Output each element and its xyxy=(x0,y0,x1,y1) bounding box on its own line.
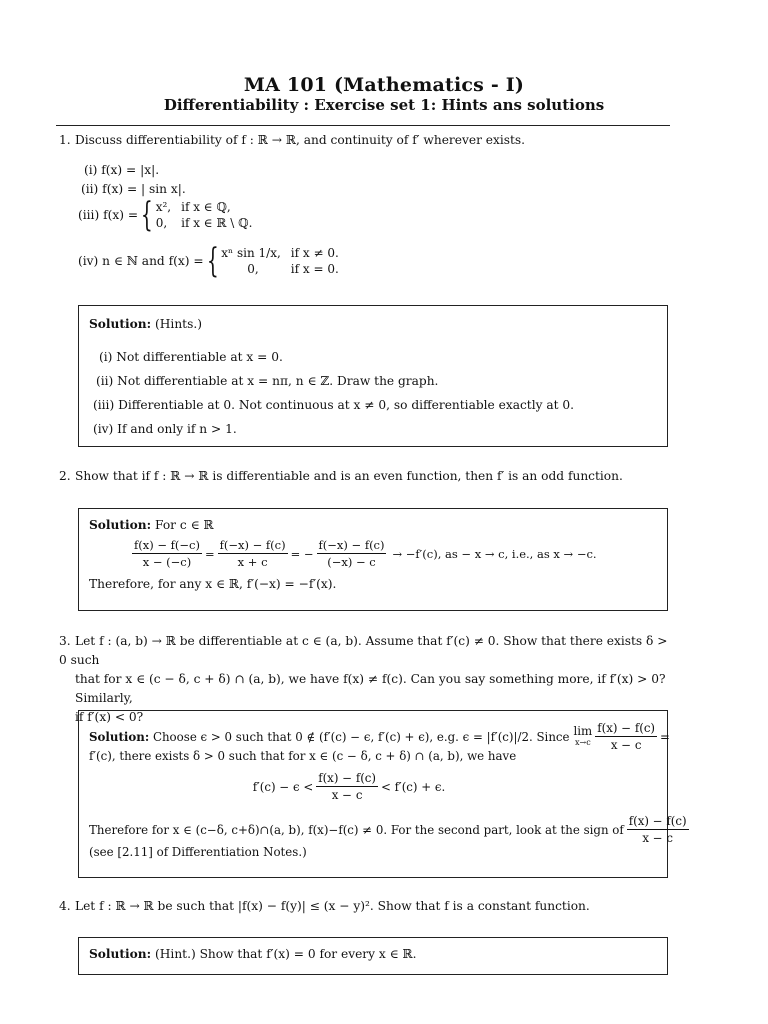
question-text: Discuss differentiability of f : ℝ → ℝ, and continuity of f′ wherever exists. xyxy=(75,133,526,147)
hint-item: (iv) If and only if n > 1. xyxy=(93,422,237,436)
page-subtitle: Differentiability : Exercise set 1: Hints ans solutions xyxy=(163,96,605,114)
question-1 xyxy=(59,131,675,150)
question-text: Let f : ℝ → ℝ be such that |f(x) − f(y)| ≤ (x − y)². Show that f is a constant function. xyxy=(75,899,590,913)
page-title: MA 101 (Mathematics - I) xyxy=(243,74,525,96)
solution-heading: Solution: xyxy=(89,317,152,331)
fraction: $\frac{f(x) - f(c)}{x - c}$ xyxy=(597,721,656,752)
fraction: $\frac{f(-x) - f(c)}{x + c}$ xyxy=(219,538,286,569)
solution-intro: For c ∈ ℝ xyxy=(155,518,214,532)
question-number: 1. xyxy=(59,133,71,147)
question-text-line: that for x ∈ (c − δ, c + δ) ∩ (a, b), we have f(x) ≠ f(c). Can you say something more, if f′(x) > 0? Similarly, xyxy=(75,672,666,705)
fraction: $\frac{f(x) - f(-c)}{x - (-c)}$ xyxy=(134,538,200,569)
solution-conclusion: Therefore, for any x ∈ ℝ, f′(−x) = −f′(x). xyxy=(89,577,337,591)
case-condition: if x ≠ 0. xyxy=(290,246,339,260)
question-2 xyxy=(59,467,675,486)
hint-list xyxy=(89,345,667,441)
question-text-line: if f′(x) < 0? xyxy=(75,710,144,724)
header-divider xyxy=(56,125,670,126)
q3-solution-box xyxy=(78,710,687,878)
hint-item: (ii) Not differentiable at x = nπ, n ∈ ℤ. Draw the graph. xyxy=(96,374,439,388)
solution-heading: Solution: xyxy=(89,729,150,744)
case-condition: if x = 0. xyxy=(290,262,339,276)
hint-item: (i) Not differentiable at x = 0. xyxy=(99,350,283,364)
case-value: 0, xyxy=(155,216,168,230)
q2-solution-box xyxy=(78,508,668,611)
fraction: $\frac{f(-x) - f(c)}{(-x) - c}$ xyxy=(318,538,385,569)
question-number: 3. xyxy=(59,634,71,648)
left-brace-icon: { xyxy=(140,195,153,235)
q1-item-iv xyxy=(78,241,349,281)
q1-item-iii-label: (iii) f(x) = xyxy=(78,208,139,222)
display-inequality: f′(c) − ϵ < $\frac{f(x) - f(c)}{x - c}$ < f′(c) + ϵ. xyxy=(252,771,446,802)
q4-solution-box xyxy=(78,937,668,975)
piecewise-cases xyxy=(221,245,349,277)
derivation-line: $\frac{f(x) - f(-c)}{x - (-c)}$ = $\frac{f(-x) - f(c)}{x + c}$ = − $\frac{f(-x) - f(c)}{(-x) - c}$ → −f′(c), as − x → c, i.e., as x → −c. xyxy=(134,538,597,569)
solution-text: (Hint.) Show that f′(x) = 0 for every x ∈ ℝ. xyxy=(155,947,417,961)
piecewise-cases xyxy=(156,199,263,231)
q1-item-iii xyxy=(78,195,262,235)
question-number: 2. xyxy=(59,469,71,483)
solution-line: Therefore for x ∈ (c−δ, c+δ)∩(a, b), f(x)−f(c) ≠ 0. For the second part, look at the sign of $\frac{f(x) - f(c)}{x - c}$ xyxy=(89,814,687,845)
question-number: 4. xyxy=(59,899,71,913)
question-text: Show that if f : ℝ → ℝ is differentiable and is an even function, then f′ is an odd function. xyxy=(75,469,623,483)
q1-item-iv-label: (iv) n ∈ ℕ and f(x) = xyxy=(78,254,204,268)
solution-heading: Solution: xyxy=(89,947,152,961)
left-brace-icon: { xyxy=(206,241,219,281)
q1-item-ii: (ii) f(x) = | sin x|. xyxy=(81,182,186,196)
hint-item: (iii) Differentiable at 0. Not continuous at x ≠ 0, so differentiable exactly at 0. xyxy=(93,398,575,412)
case-condition: if x ∈ ℚ, xyxy=(181,200,231,214)
solution-line: f′(c), there exists δ > 0 such that for x ∈ (c − δ, c + δ) ∩ (a, b), we have xyxy=(89,749,517,763)
solution-heading: Solution: xyxy=(89,518,152,532)
solution-line: (see [2.11] of Differentiation Notes.) xyxy=(89,845,307,859)
case-condition: if x ∈ ℝ \ ℚ. xyxy=(181,216,253,230)
limit-operator: lim x→c xyxy=(573,723,593,747)
question-text-line: Let f : (a, b) → ℝ be differentiable at c ∈ (a, b). Assume that f′(c) ≠ 0. Show that there exists δ > 0 such xyxy=(59,634,668,667)
solution-line: Solution: Choose ϵ > 0 such that 0 ∉ (f′(c) − ϵ, f′(c) + ϵ), e.g. ϵ = |f′(c)|/2. Since lim x→c $\frac{f(x) - f(c)}{x - c}$ = xyxy=(89,721,670,752)
q1-item-i: (i) f(x) = |x|. xyxy=(84,163,160,177)
question-4 xyxy=(59,897,675,916)
case-value: 0, xyxy=(247,262,259,276)
fraction: $\frac{f(x) - f(c)}{x - c}$ xyxy=(628,814,687,845)
q1-solution-box xyxy=(78,305,668,447)
case-value: x², xyxy=(155,200,172,214)
fraction: $\frac{f(x) - f(c)}{x - c}$ xyxy=(318,771,377,802)
case-value: xⁿ sin 1/x, xyxy=(221,246,281,260)
solution-intro: (Hints.) xyxy=(155,317,202,331)
